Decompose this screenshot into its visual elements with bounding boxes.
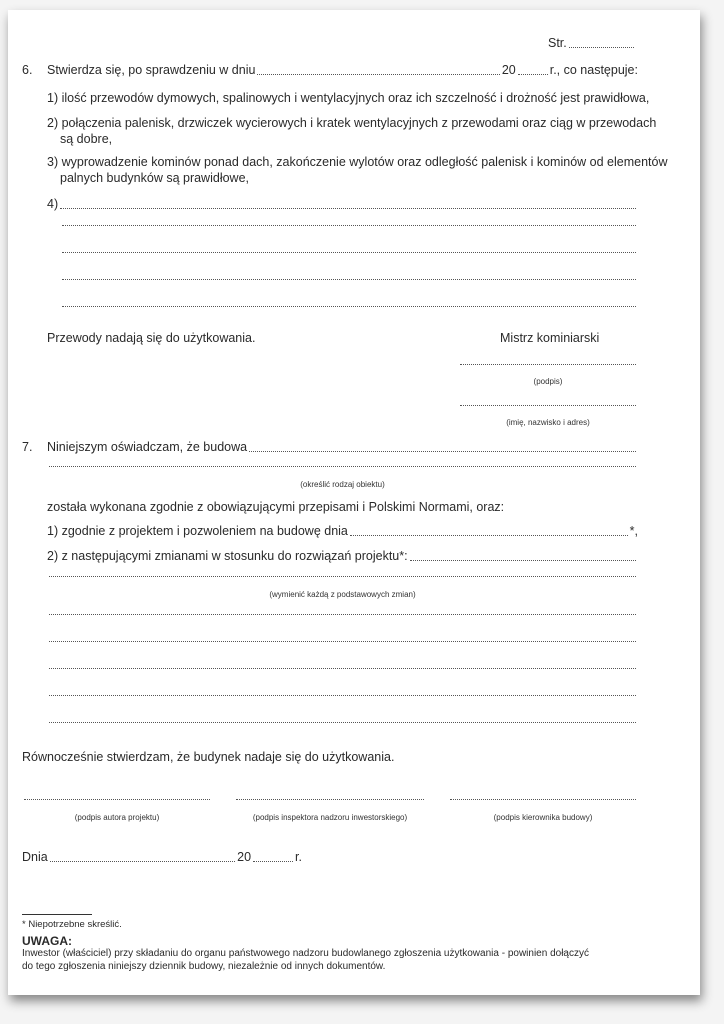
text: Dnia [22, 850, 48, 864]
caption: (imię, nazwisko i adres) [506, 418, 590, 427]
caption: (określić rodzaj obiektu) [300, 480, 385, 489]
text: Przewody nadają się do użytkowania. [47, 331, 256, 345]
item-3-cont: palnych budynków są prawidłowe, [60, 171, 249, 185]
text: r. [295, 850, 302, 864]
text: r., co następuje: [549, 63, 638, 77]
caption: (podpis inspektora nadzoru inwestorskiego) [252, 813, 408, 822]
text: została wykonana zgodnie z obowiązującymi przepisami i Polskimi Normami, oraz: [47, 500, 505, 514]
signature-field[interactable] [234, 798, 426, 803]
dotted-line[interactable] [60, 224, 638, 229]
dotted-line[interactable] [60, 251, 638, 256]
text: 20 [237, 850, 252, 864]
signature-field[interactable] [458, 363, 638, 368]
text: 2) z następującymi zmianami w stosunku do rozwiązań projektu*: [47, 549, 408, 563]
text: 20 [501, 63, 516, 77]
note-text: Inwestor (właściciel) przy składaniu do organu państwowego nadzoru budowlanego zgłoszenia użytkowania - powinien dołączyć [22, 948, 589, 959]
signature-field[interactable] [22, 798, 212, 803]
footnote: * Niepotrzebne skreślić. [22, 919, 122, 930]
item-2: 2) połączenia palenisk, drzwiczek wycierowych i kratek wentylacyjnych z przewodami oraz ciąg w przewodach [47, 116, 657, 130]
dotted-line[interactable] [47, 465, 638, 470]
text: *, [629, 524, 638, 538]
dotted-line[interactable] [47, 694, 638, 699]
name-field[interactable] [458, 404, 638, 409]
item-3: 3) wyprowadzenie kominów ponad dach, zakończenie wylotów oraz odległość palenisk i kominów od elementów [47, 155, 668, 169]
permit-date-field[interactable] [47, 524, 638, 539]
caption: (podpis autora projektu) [74, 813, 160, 822]
section-number: 6. [22, 63, 33, 77]
section-number: 7. [22, 440, 33, 454]
text: Równocześnie stwierdzam, że budynek nadaje się do użytkowania. [22, 750, 395, 764]
section-7-building[interactable] [22, 440, 638, 455]
dotted-line[interactable] [60, 305, 638, 310]
text: Mistrz kominiarski [500, 331, 600, 345]
dotted-line[interactable] [47, 667, 638, 672]
text: 1) zgodnie z projektem i pozwoleniem na budowę dnia [47, 524, 348, 538]
text: Niniejszym oświadczam, że budowa [47, 440, 248, 454]
caption: (wymienić każdą z podstawowych zmian) [269, 590, 416, 599]
page-label: Str. [548, 36, 567, 50]
item-1: 1) ilość przewodów dymowych, spalinowych i wentylacyjnych oraz ich szczelność i drożność jest prawidłowa, [47, 91, 650, 105]
caption: (podpis) [533, 377, 563, 386]
text: Stwierdza się, po sprawdzeniu w dniu [47, 63, 256, 77]
caption: (podpis kierownika budowy) [493, 813, 593, 822]
dotted-line[interactable] [60, 278, 638, 283]
item-2-cont: są dobre, [60, 132, 113, 146]
date-field[interactable] [22, 850, 302, 865]
footnote-divider [22, 914, 92, 915]
changes-field[interactable] [47, 549, 638, 564]
dotted-line[interactable] [47, 640, 638, 645]
dotted-line[interactable] [47, 613, 638, 618]
note-text: do tego zgłoszenia niniejszy dziennik budowy, niezależnie od innych dokumentów. [22, 961, 386, 972]
dotted-line[interactable] [47, 721, 638, 726]
text: 4) [47, 197, 59, 211]
note-title: UWAGA: [22, 934, 72, 948]
page-number-field[interactable] [548, 36, 636, 51]
item-4-field[interactable] [47, 197, 638, 212]
signature-field[interactable] [448, 798, 638, 803]
section-6-date[interactable] [22, 63, 638, 78]
dotted-line[interactable] [47, 575, 638, 580]
